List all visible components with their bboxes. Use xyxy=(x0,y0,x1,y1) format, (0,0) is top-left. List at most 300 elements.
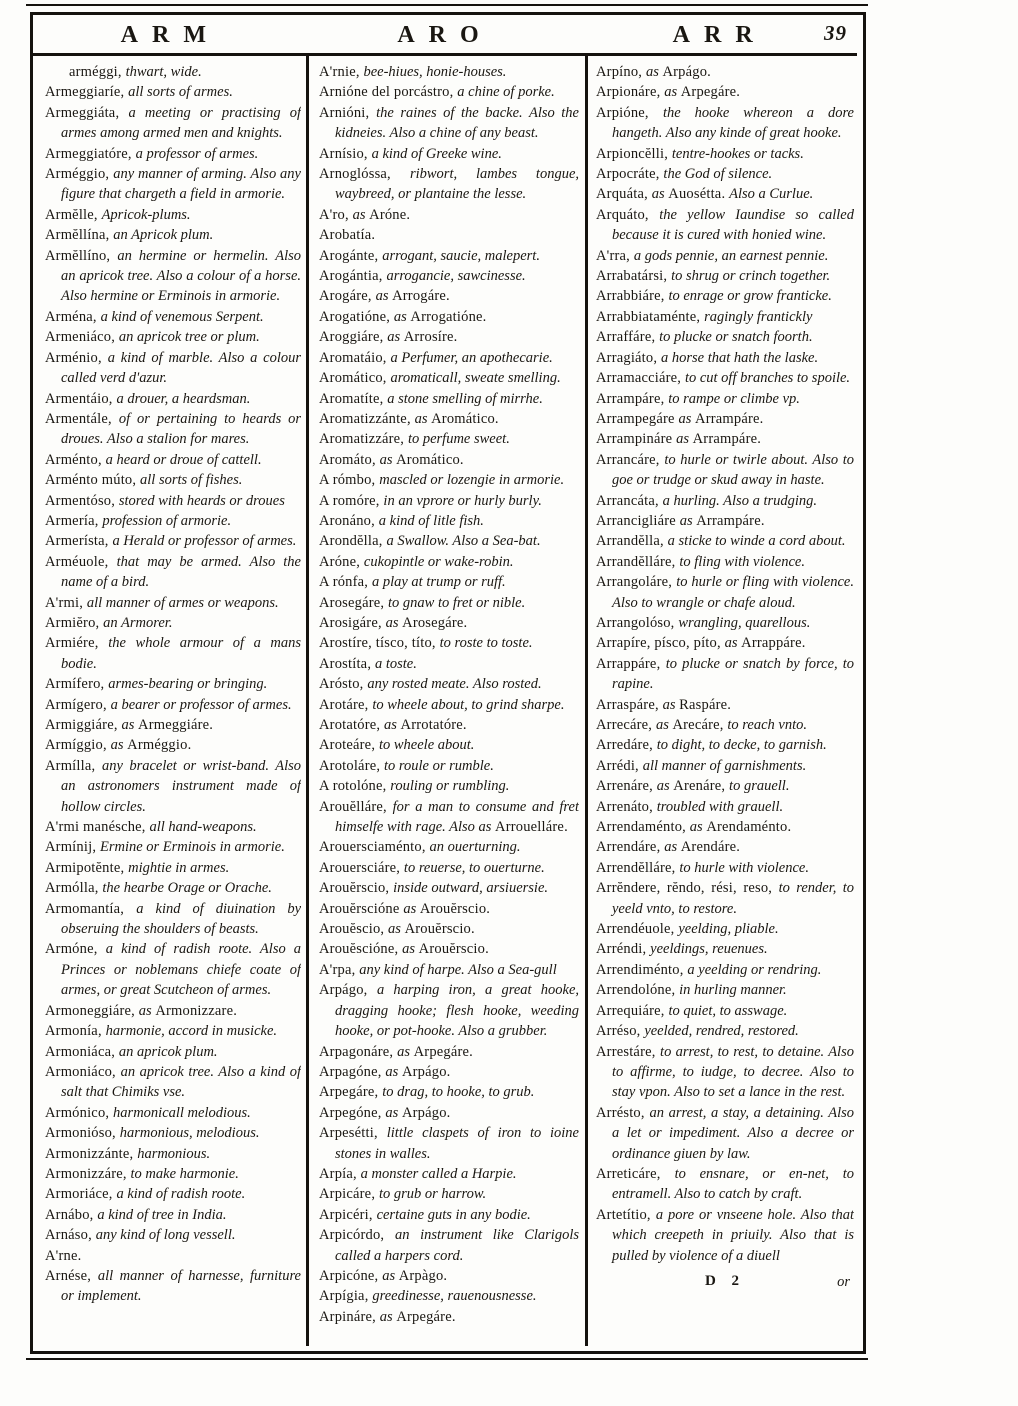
entry-headword: A'rnie, xyxy=(319,64,364,80)
dictionary-entry xyxy=(596,389,854,409)
entry-headword: Arpegáre. xyxy=(396,1308,456,1325)
dictionary-entry xyxy=(319,531,579,551)
dictionary-entry xyxy=(45,1266,301,1307)
dictionary-entry xyxy=(319,735,579,755)
dictionary-entry xyxy=(319,756,579,776)
dictionary-entry xyxy=(596,1205,854,1266)
entry-headword: Arrouelláre. xyxy=(495,819,568,836)
entry-headword: Aroggiáre, xyxy=(319,329,388,346)
entry-headword: Arotatóre, xyxy=(319,717,385,733)
entry-headword: Arnísio, xyxy=(319,145,372,162)
entry-gloss: to hurle or fling with violence. Also to wrangle or chafe aloud. xyxy=(612,574,854,611)
dictionary-entry xyxy=(319,205,579,225)
signature-mark: D 2 xyxy=(704,1272,746,1289)
entry-headword: A rotolóne, xyxy=(319,778,391,795)
dictionary-entry xyxy=(319,552,579,572)
entry-gloss: a kind of marble. Also a colour called verd d'azur. xyxy=(61,349,301,387)
dictionary-entry xyxy=(319,1266,579,1286)
entry-gloss: Also a Curlue. xyxy=(729,186,814,203)
dictionary-entry xyxy=(319,919,579,939)
entry-headword: Armonizzáre, xyxy=(45,1165,131,1182)
entry-headword: Armiĕro, xyxy=(45,614,104,631)
dictionary-entry xyxy=(319,1082,579,1102)
dictionary-entry xyxy=(319,1042,579,1062)
entry-headword: Armóne, xyxy=(45,941,106,958)
entry-headword: Arrĕndere, rĕndo, rési, reso, xyxy=(596,880,779,897)
entry-headword: Arpegáre. xyxy=(680,84,741,101)
dictionary-entry xyxy=(596,450,854,491)
entry-gloss: a Perfumer, an apothecarie. xyxy=(390,349,553,366)
entry-headword: Arrabbiáre, xyxy=(596,288,669,305)
entry-gloss: a bearer or professor of armes. xyxy=(110,696,292,713)
entry-headword: Arréndi, xyxy=(596,941,651,958)
dictionary-entry xyxy=(45,225,301,245)
entry-headword: Arquáto, xyxy=(596,206,660,223)
dictionary-entry xyxy=(319,1184,579,1204)
dictionary-entry xyxy=(596,960,854,980)
page-number: 39 xyxy=(824,21,847,45)
entry-headword: Arrotatóre. xyxy=(400,717,467,733)
entry-gloss: greedinesse, rauenousnesse. xyxy=(372,1288,537,1305)
entry-headword: Arpígia, xyxy=(319,1288,373,1305)
dictionary-entry xyxy=(596,144,854,164)
entry-gloss: to plucke or snatch by force, to rapine. xyxy=(612,655,854,693)
entry-gloss: inside outward, arsiuersie. xyxy=(393,880,549,897)
entry-headword: Arrecáre, xyxy=(596,717,656,733)
dictionary-entry xyxy=(45,1001,301,1021)
entry-headword: Arpàgo. xyxy=(398,1267,448,1284)
entry-headword: Armonía, xyxy=(45,1023,106,1040)
entry-headword: Aromatizzáre, xyxy=(319,431,408,448)
dictionary-entry xyxy=(319,1307,579,1327)
dictionary-entry xyxy=(596,1103,854,1164)
dictionary-entry xyxy=(45,307,301,327)
entry-gloss: a kind of Greeke wine. xyxy=(371,145,502,162)
entry-headword: Arogatióne, xyxy=(319,308,394,325)
entry-gloss: rouling or rumbling. xyxy=(390,778,510,795)
entry-gloss: as xyxy=(397,1043,414,1060)
entry-gloss: as xyxy=(664,84,681,101)
entry-headword: A'rra, xyxy=(596,247,634,264)
dictionary-entry xyxy=(596,919,854,939)
entry-gloss: aromaticall, sweate smelling. xyxy=(390,370,561,387)
entry-headword: Arrapíre, písco, píto, xyxy=(596,635,725,652)
running-head-section-arr: ARR xyxy=(672,21,767,48)
entry-headword: Arrédi, xyxy=(596,757,643,774)
dictionary-entry xyxy=(319,939,579,959)
entry-headword: Armiére, xyxy=(45,635,109,652)
dictionary-column-2 xyxy=(319,62,579,1344)
entry-headword: Arrogatióne. xyxy=(410,308,487,325)
entry-headword: Arrendáre, xyxy=(596,839,665,856)
entry-headword: Arreticáre, xyxy=(596,1165,675,1182)
dictionary-entry xyxy=(319,858,579,878)
entry-gloss: a Herald or professor of armes. xyxy=(112,533,297,550)
entry-headword: Arouersciaménto, xyxy=(319,839,430,856)
entry-gloss: as xyxy=(664,839,681,856)
entry-headword: Armíggio, xyxy=(45,737,111,754)
entry-gloss: as xyxy=(379,451,397,468)
entry-gloss: little claspets of iron to ioine stones in walles. xyxy=(335,1125,579,1162)
entry-headword: Arogántia, xyxy=(319,268,387,285)
entry-gloss: to enrage or grow franticke. xyxy=(668,288,832,305)
entry-headword: Arraffáre, xyxy=(596,329,660,346)
dictionary-entry xyxy=(45,1246,301,1266)
entry-headword: Arpágo. xyxy=(662,64,711,80)
dictionary-entry xyxy=(319,593,579,613)
entry-headword: Arréso, xyxy=(596,1023,645,1040)
entry-gloss: as xyxy=(385,1104,402,1121)
entry-gloss: a monster called a Harpie. xyxy=(360,1165,517,1182)
entry-headword: Arrendéuole, xyxy=(596,921,679,938)
entry-gloss: as xyxy=(414,410,432,427)
entry-headword: Arrancáre, xyxy=(596,451,665,468)
dictionary-entry xyxy=(45,348,301,389)
dictionary-entry xyxy=(45,1103,301,1123)
entry-headword: Arpía, xyxy=(319,1165,361,1182)
entry-gloss: a yeelding or rendring. xyxy=(687,961,822,978)
entry-gloss: to plucke or snatch foorth. xyxy=(659,329,813,346)
entry-headword: Arrangolóso, xyxy=(596,614,679,631)
dictionary-entry xyxy=(45,735,301,755)
entry-headword: Arrampináre xyxy=(596,431,677,448)
entry-gloss: a pore or vnseene hole. Also that which creepeth in priuily. Also that is pulled by violence of a diuell xyxy=(612,1206,854,1264)
dictionary-entry xyxy=(596,817,854,837)
entry-gloss: bee-hiues, honie-houses. xyxy=(363,64,507,80)
dictionary-entry xyxy=(45,409,301,450)
entry-headword: Arrancáta, xyxy=(596,492,663,509)
entry-headword: A romóre, xyxy=(319,492,384,509)
entry-headword: Arobatía. xyxy=(319,227,376,244)
entry-headword: Arpagóne, xyxy=(319,1063,386,1080)
entry-headword: Armoneggiáre, xyxy=(45,1002,139,1019)
entry-headword: Arrampáre. xyxy=(695,410,764,427)
dictionary-entry xyxy=(319,715,579,735)
dictionary-entry xyxy=(596,429,854,449)
entry-gloss: for a man to consume and fret himselfe with rage. Also as xyxy=(335,798,579,836)
entry-gloss: to arrest, to rest, to detaine. Also to affirme, to iudge, to decree. Also to stay vpon. Also to set a lance in the rest. xyxy=(612,1043,854,1101)
entry-gloss: a kind of tree in India. xyxy=(97,1206,227,1223)
entry-headword: Arendáre. xyxy=(680,839,741,856)
running-head xyxy=(33,15,857,56)
dictionary-entry xyxy=(45,817,301,837)
entry-gloss: to render, to yeeld vnto, to restore. xyxy=(612,880,854,917)
entry-headword: Arosegáre, xyxy=(319,594,389,611)
dictionary-entry xyxy=(45,878,301,898)
entry-gloss: to roste to toste. xyxy=(439,635,533,652)
dictionary-entry xyxy=(596,184,854,204)
entry-gloss: Ermine or Erminois in armorie. xyxy=(99,839,285,856)
entry-gloss: troubled with grauell. xyxy=(656,798,784,815)
entry-gloss: a kind of litle fish. xyxy=(378,512,484,529)
entry-gloss: as xyxy=(385,1063,402,1080)
page-footer xyxy=(596,1270,854,1292)
dictionary-entry xyxy=(45,552,301,593)
entry-headword: Armonizzare. xyxy=(155,1002,238,1019)
entry-headword: Armínij, xyxy=(45,839,100,856)
entry-gloss: all sorts of armes. xyxy=(128,84,233,101)
entry-gloss: any manner of arming. Also any figure that chargeth a field in armorie. xyxy=(61,166,301,203)
dictionary-entry xyxy=(45,939,301,1000)
entry-gloss: a kind of radish roote. Also a Princes or noblemans chiefe coate of armes, or great Scutcheon of armes. xyxy=(61,941,301,999)
entry-headword: Armĕllína, xyxy=(45,227,114,244)
dictionary-entry xyxy=(319,409,579,429)
entry-gloss: a drouer, a heardsman. xyxy=(116,390,251,407)
dictionary-entry xyxy=(45,144,301,164)
entry-headword: Arpocráte, xyxy=(596,166,664,183)
entry-headword: Arpicórdo, xyxy=(319,1227,396,1244)
dictionary-entry xyxy=(319,286,579,306)
entry-gloss: an ouerturning. xyxy=(429,839,521,856)
entry-gloss: as xyxy=(375,288,393,305)
dictionary-entry xyxy=(45,633,301,674)
entry-headword: Arouĕrscióne xyxy=(319,900,404,917)
entry-headword: Arpioncĕlli, xyxy=(596,145,672,162)
entry-gloss: as xyxy=(645,64,663,80)
entry-gloss: as xyxy=(662,696,680,713)
entry-headword: Arrogáre. xyxy=(392,288,450,305)
entry-headword: Arouĕrscio. xyxy=(419,900,491,917)
dictionary-entry xyxy=(319,429,579,449)
entry-gloss: to quiet, to asswage. xyxy=(668,1002,788,1019)
entry-headword: Aromáto, xyxy=(319,451,380,468)
dictionary-entry xyxy=(596,327,854,347)
dictionary-entry xyxy=(319,572,579,592)
entry-gloss: a Swallow. Also a Sea-bat. xyxy=(386,533,541,550)
entry-headword: Arouĕscióne, xyxy=(319,941,403,958)
dictionary-entry xyxy=(596,1021,854,1041)
dictionary-entry xyxy=(596,62,854,82)
entry-headword: Arouĕscio, xyxy=(319,921,389,938)
dictionary-entry xyxy=(45,1164,301,1184)
entry-headword: Armeggiáta, xyxy=(45,104,129,121)
entry-headword: Arostíta, xyxy=(319,655,375,672)
dictionary-entry xyxy=(596,409,854,429)
entry-headword: Armiggiáre, xyxy=(45,717,122,733)
entry-gloss: a professor of armes. xyxy=(135,145,259,162)
entry-gloss: yeeldings, reuenues. xyxy=(650,941,768,958)
dictionary-entry xyxy=(45,164,301,205)
dictionary-entry xyxy=(45,82,301,102)
entry-gloss: Apricok-plums. xyxy=(101,206,191,223)
dictionary-entry xyxy=(596,103,854,144)
dictionary-entry xyxy=(319,837,579,857)
entry-headword: A'rne. xyxy=(45,1247,82,1264)
entry-headword: Aróne. xyxy=(369,206,411,223)
dictionary-entry xyxy=(45,756,301,817)
entry-headword: Arpionáre, xyxy=(596,84,665,101)
dictionary-entry xyxy=(596,613,854,633)
entry-gloss: a toste. xyxy=(374,655,417,672)
dictionary-entry xyxy=(45,858,301,878)
entry-gloss: as xyxy=(387,329,404,346)
entry-headword: Arméggio, xyxy=(45,166,114,183)
entry-headword: Armomantía, xyxy=(45,900,137,917)
entry-headword: Arrampáre. xyxy=(696,512,765,529)
entry-gloss: to ensnare, or en-net, to entramell. Also to catch by craft. xyxy=(612,1165,854,1203)
dictionary-entry xyxy=(596,511,854,531)
entry-headword: Arrosíre. xyxy=(403,329,458,346)
entry-headword: Arnábo, xyxy=(45,1206,98,1223)
dictionary-entry xyxy=(45,491,301,511)
entry-headword: Armoniáco, xyxy=(45,1063,121,1080)
entry-gloss: as xyxy=(379,1308,397,1325)
entry-headword: Arpicéri, xyxy=(319,1206,377,1223)
dictionary-entry xyxy=(319,164,579,205)
entry-gloss: wrangling, quarellous. xyxy=(678,614,811,631)
entry-headword: Armeggiaríe, xyxy=(45,84,129,101)
entry-gloss: all manner of garnishments. xyxy=(642,757,807,774)
entry-gloss: stored with heards or droues xyxy=(118,492,285,509)
dictionary-entry xyxy=(596,797,854,817)
entry-headword: Arménto, xyxy=(45,451,106,468)
entry-headword: Arnoglóssa, xyxy=(319,166,410,183)
entry-headword: Arrabbiataménte, xyxy=(596,308,705,325)
entry-gloss: as xyxy=(382,1267,399,1284)
dictionary-entry xyxy=(45,899,301,940)
entry-headword: Armónico, xyxy=(45,1104,114,1121)
dictionary-entry xyxy=(319,899,579,919)
entry-gloss: as xyxy=(393,308,411,325)
entry-headword: A rómbo, xyxy=(319,472,380,489)
entry-gloss: an arrest, a stay, a detaining. Also a let or impediment. Also a decree or ordinance giuen by law. xyxy=(612,1104,854,1162)
running-head-section-aro: ARO xyxy=(397,21,493,48)
dictionary-entry xyxy=(45,715,301,735)
entry-gloss: a play at trump or ruff. xyxy=(371,574,506,591)
entry-headword: Armería, xyxy=(45,512,103,529)
dictionary-entry xyxy=(596,307,854,327)
entry-headword: Arrampáre, xyxy=(596,390,669,407)
dictionary-entry xyxy=(596,756,854,776)
entry-gloss: a harping iron, a great hooke, dragging hooke; flesh hooke, weeding hooke, or pot-hooke. Also a grubber. xyxy=(335,982,579,1040)
entry-headword: Arosigáre, xyxy=(319,614,386,631)
entry-headword: Aromático. xyxy=(431,410,499,427)
entry-gloss: to shrug or crinch together. xyxy=(671,268,831,285)
entry-headword: Arména, xyxy=(45,308,101,325)
entry-gloss: to rampe or climbe vp. xyxy=(668,390,800,407)
dictionary-entry xyxy=(45,837,301,857)
dictionary-entry xyxy=(596,572,854,613)
entry-gloss: as xyxy=(110,737,128,754)
dictionary-entry xyxy=(596,246,854,266)
entry-headword: Aromatizzánte, xyxy=(319,410,415,427)
entry-gloss: all manner of harnesse, furniture or implement. xyxy=(61,1267,301,1305)
entry-headword: Armonióso, xyxy=(45,1125,120,1142)
entry-gloss: an apricok plum. xyxy=(118,1043,218,1060)
entry-headword: Aroteáre, xyxy=(319,737,379,754)
entry-headword: Arotáre, xyxy=(319,696,373,713)
entry-gloss: any bracelet or wrist-band. Also an astronomers instrument made of hollow circles. xyxy=(61,757,301,815)
entry-gloss: a sticke to winde a cord about. xyxy=(667,533,846,550)
dictionary-entry xyxy=(319,225,579,245)
entry-gloss: mightie in armes. xyxy=(128,859,230,876)
dictionary-entry xyxy=(596,266,854,286)
entry-headword: Arrandĕlláre, xyxy=(596,553,680,570)
dictionary-entry xyxy=(596,82,854,102)
entry-headword: Arnióne del porcástro, xyxy=(319,84,458,101)
dictionary-entry xyxy=(45,470,301,490)
entry-headword: Arósto, xyxy=(319,676,368,693)
entry-headword: Arouĕrscio. xyxy=(418,941,489,958)
entry-gloss: an Armorer. xyxy=(103,614,173,631)
entry-headword: Arméuole, xyxy=(45,553,117,570)
dictionary-entry xyxy=(319,1225,579,1266)
entry-headword: Arpináre, xyxy=(319,1308,380,1325)
entry-gloss: to fling with violence. xyxy=(679,553,805,570)
entry-gloss: all hand-weapons. xyxy=(149,819,257,836)
dictionary-entry xyxy=(319,491,579,511)
entry-headword: Auosétta. xyxy=(668,186,730,203)
entry-headword: Armeniáco, xyxy=(45,329,119,346)
entry-headword: Arrestáre, xyxy=(596,1043,661,1060)
dictionary-entry xyxy=(45,450,301,470)
entry-gloss: harmonious. xyxy=(137,1145,211,1162)
dictionary-entry xyxy=(319,368,579,388)
dictionary-entry xyxy=(319,674,579,694)
dictionary-entry xyxy=(596,654,854,695)
dictionary-entry xyxy=(596,715,854,735)
entry-headword: Arogáre, xyxy=(319,288,376,305)
entry-gloss: to hurle or twirle about. Also to goe or trudge or skud away in haste. xyxy=(612,451,854,489)
entry-gloss: any rosted meate. Also rosted. xyxy=(367,676,542,693)
entry-headword: Arrancigliáre xyxy=(596,512,680,529)
entry-headword: Arragiáto, xyxy=(596,349,662,366)
dictionary-entry xyxy=(596,695,854,715)
entry-headword: Arouĕrscio, xyxy=(319,880,394,897)
entry-gloss: profession of armorie. xyxy=(102,512,232,529)
entry-headword: Arrampáre. xyxy=(692,431,762,448)
entry-gloss: tentre-hookes or tacks. xyxy=(671,145,804,162)
entry-headword: Arenáre, xyxy=(673,778,730,795)
entry-headword: Arpicóne, xyxy=(319,1267,383,1284)
catchword: or xyxy=(837,1273,850,1290)
entry-headword: Arpegáre, xyxy=(319,1084,383,1101)
dictionary-entry xyxy=(596,939,854,959)
entry-headword: Arnióni, xyxy=(319,104,377,121)
dictionary-entry xyxy=(596,1042,854,1103)
entry-gloss: to roule or rumble. xyxy=(384,757,494,774)
entry-headword: Raspáre. xyxy=(679,696,732,713)
entry-headword: Arrabatársi, xyxy=(596,268,672,285)
entry-gloss: yeelded, rendred, restored. xyxy=(644,1023,799,1040)
dictionary-entry xyxy=(319,103,579,144)
entry-headword: Armĕllíno, xyxy=(45,247,118,264)
dictionary-entry xyxy=(319,450,579,470)
dictionary-column-1 xyxy=(45,62,301,1344)
entry-gloss: ragingly frantickly xyxy=(704,308,813,325)
dictionary-entry xyxy=(319,1103,579,1123)
entry-gloss: an hermine or hermelin. Also an apricok tree. Also a colour of a horse. Also hermine or Erminois in armorie. xyxy=(61,247,301,305)
dictionary-entry xyxy=(45,1205,301,1225)
entry-gloss: a heard or droue of cattell. xyxy=(105,451,262,468)
dictionary-entry xyxy=(319,776,579,796)
dictionary-entry xyxy=(319,327,579,347)
entry-gloss: a kind of radish roote. xyxy=(116,1186,246,1203)
dictionary-entry xyxy=(319,980,579,1041)
dictionary-entry xyxy=(596,491,854,511)
entry-gloss: a hurling. Also a trudging. xyxy=(662,492,818,509)
entry-headword: Arrappáre. xyxy=(741,635,806,652)
dictionary-entry xyxy=(45,246,301,307)
entry-gloss: as xyxy=(403,900,420,917)
dictionary-entry xyxy=(319,878,579,898)
entry-gloss: the hooke whereon a dore hangeth. Also any kinde of great hooke. xyxy=(612,104,854,142)
entry-gloss: to hurle with violence. xyxy=(679,859,809,876)
entry-headword: Arrendiménto, xyxy=(596,961,688,978)
dictionary-entry xyxy=(45,1042,301,1062)
dictionary-entry xyxy=(45,1123,301,1143)
dictionary-entry xyxy=(45,205,301,225)
